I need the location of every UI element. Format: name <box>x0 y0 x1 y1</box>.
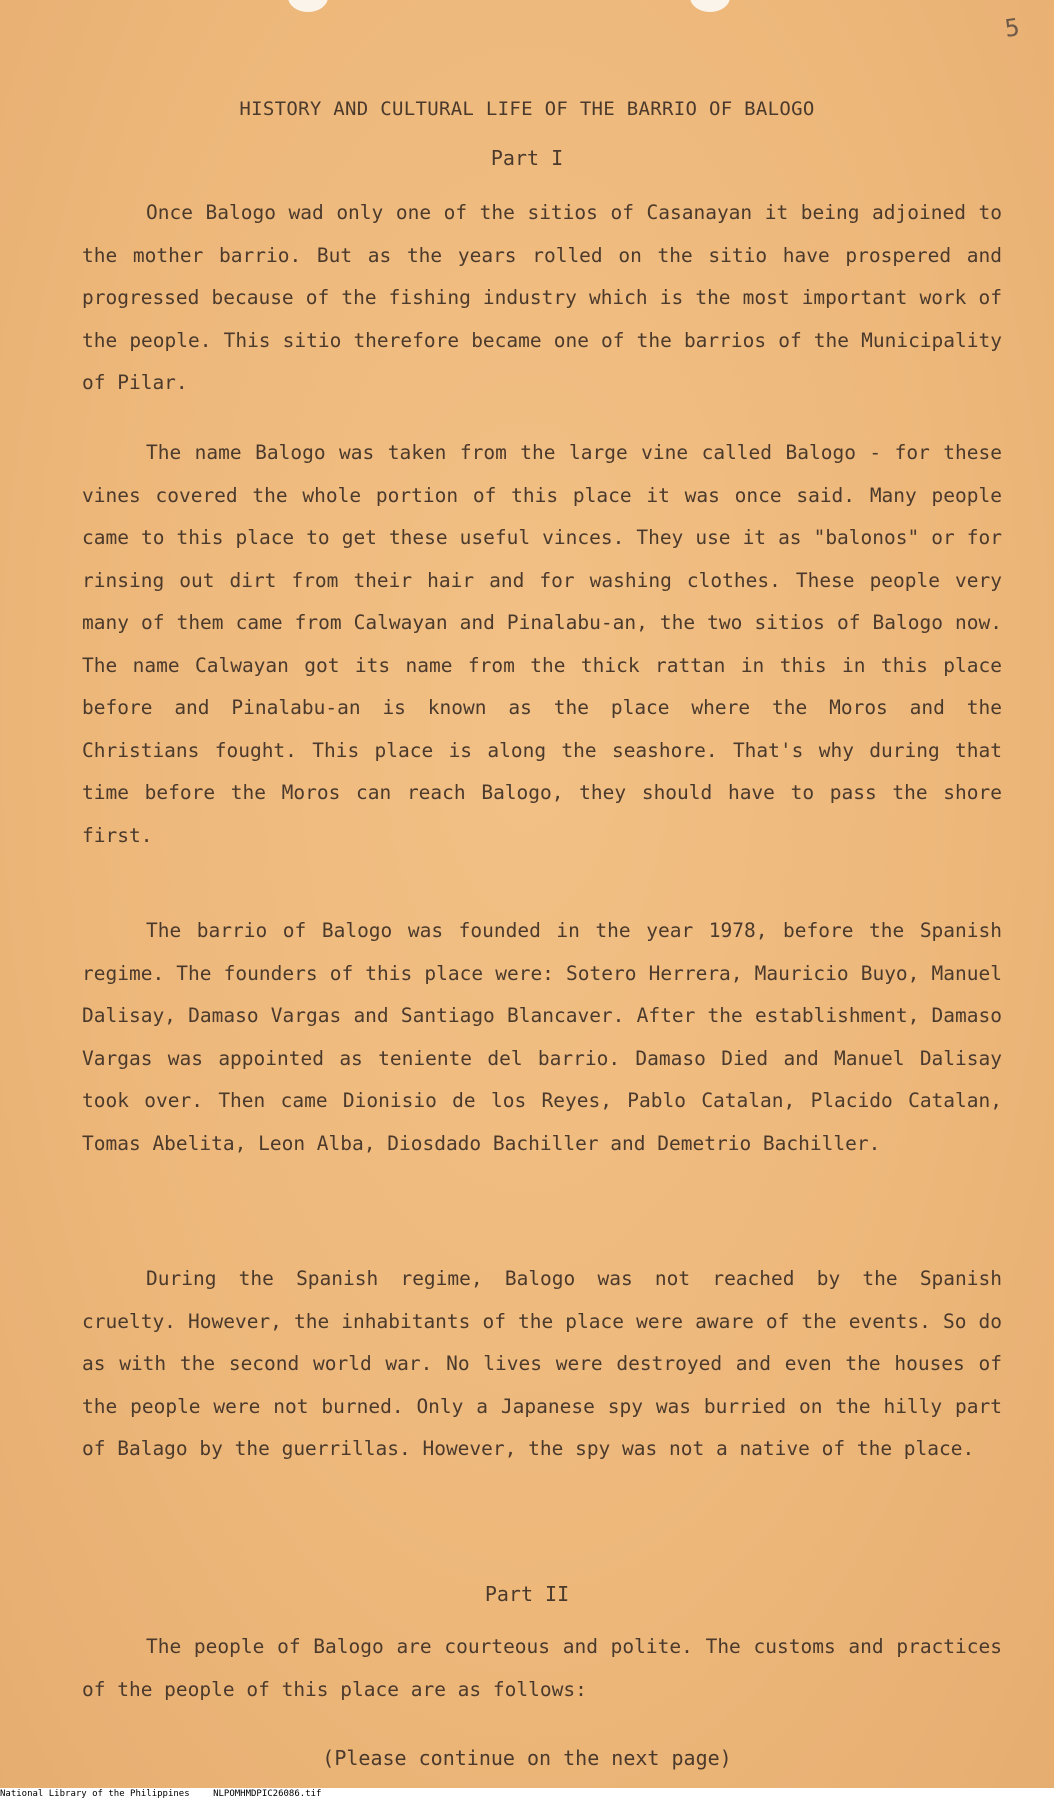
punch-hole <box>690 0 730 12</box>
paragraph: During the Spanish regime, Balogo was not reached by the Spanish cruelty. However, the inhabitants of the place were aware of the events. So do as with the second world war. No lives were destroyed and even the houses of the people were not burned. Only a Japanese spy was burried on the hilly part of Balago by the guerrillas. However, the spy was not a native of the place. <box>82 1267 1002 1460</box>
paragraph: The people of Balogo are courteous and polite. The customs and practices of the people of this place are as follows: <box>82 1635 1002 1701</box>
archive-footer <box>0 1788 1054 1800</box>
paragraph: The barrio of Balogo was founded in the year 1978, before the Spanish regime. The founders of this place were: Sotero Herrera, Mauricio Buyo, Manuel Dalisay, Damaso Vargas and Santiago Blancaver. After the establishment, Damaso Vargas was appointed as teniente del barrio. Damaso Died and Manuel Dalisay took over. Then came Dionisio de los Reyes, Pablo Catalan, Placido Catalan, Tomas Abelita, Leon Alba, Diosdado Bachiller and Demetrio Bachiller. <box>82 919 1002 1155</box>
part-two-heading: Part II <box>484 1582 570 1606</box>
continue-note: (Please continue on the next page) <box>322 1746 732 1770</box>
page-number: 5 <box>1003 13 1022 43</box>
document-title: HISTORY AND CULTURAL LIFE OF THE BARRIO OF BALOGO <box>239 98 815 120</box>
paragraph: Once Balogo wad only one of the sitios of Casanayan it being adjoined to the mother barrio. But as the years rolled on the sitio have prospered and progressed because of the fishing industry which is the most important work of the people. This sitio therefore became one of the barrios of the Municipality of Pilar. <box>82 201 1002 394</box>
paragraph: The name Balogo was taken from the large vine called Balogo - for these vines covered the whole portion of this place it was once said. Many people came to this place to get these useful vinces. They use it as "balonos" or for rinsing out dirt from their hair and for washing clothes. These people very many of them came from Calwayan and Pinalabu-an, the two sitios of Balogo now. The name Calwayan got its name from the thick rattan in this in this place before and Pinalabu-an is known as the place where the Moros and the Christians fought. This place is along the seashore. That's why during that time before the Moros can reach Balogo, they should have to pass the shore first. <box>82 441 1002 847</box>
part-one-heading: Part I <box>490 146 564 170</box>
punch-hole <box>288 0 328 12</box>
footer-library: National Library of the Philippines <box>0 1789 190 1799</box>
footer-file-id: NLPOMHMDPIC26086.tif <box>213 1789 322 1799</box>
